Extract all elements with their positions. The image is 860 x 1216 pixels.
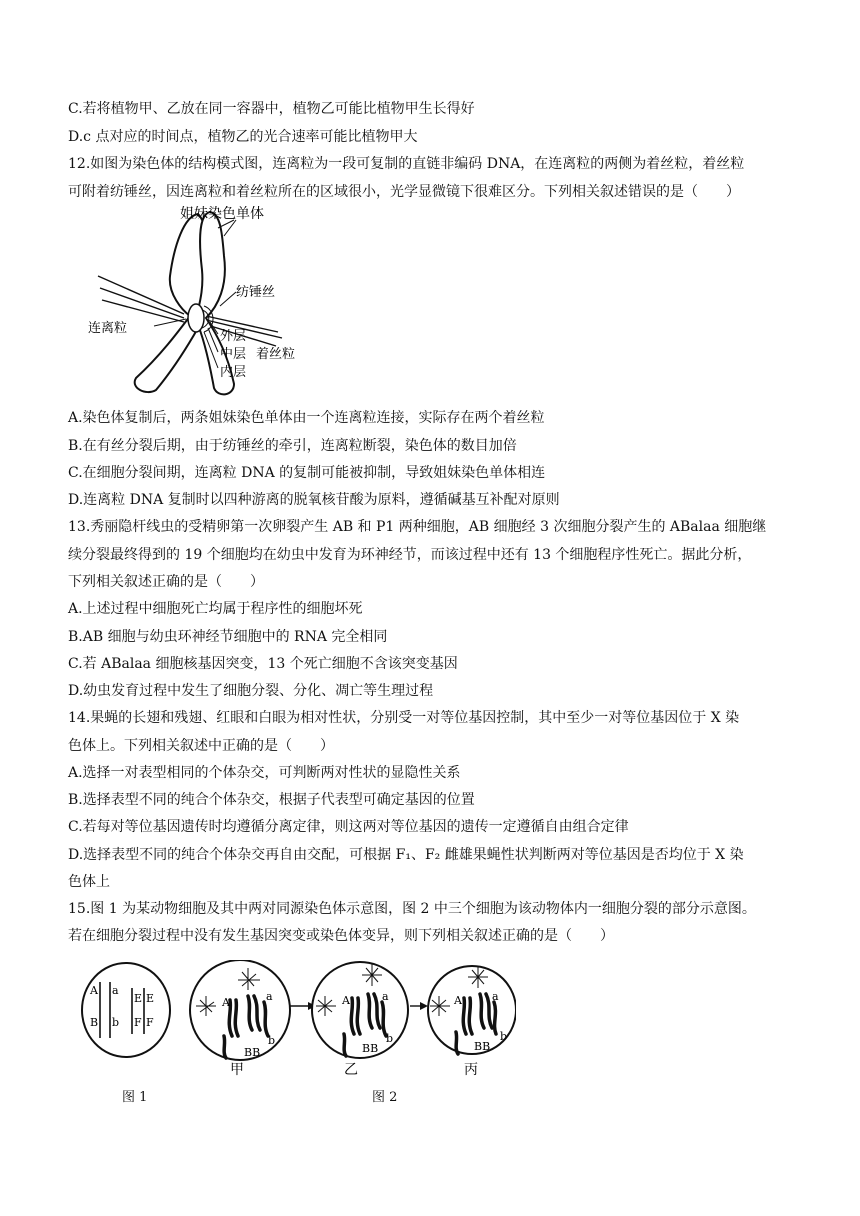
bing-gene-BB: BB — [474, 1040, 491, 1053]
yi-label: 乙 — [344, 1062, 358, 1078]
option-14A: A.选择一对表型相同的个体杂交，可判断两对性状的显隐性关系 — [68, 765, 461, 781]
question-12-stem-1: 12.如图为染色体的结构模式图，连离粒为一段可复制的直链非编码 DNA，在连离粒的两侧为着丝粒，着丝粒 — [68, 156, 745, 172]
cell-bing — [428, 966, 516, 1078]
jia-label: 甲 — [230, 1062, 244, 1078]
arrow-2-head — [420, 1002, 428, 1010]
jia-gene-BB: BB — [244, 1046, 261, 1059]
option-13A: A.上述过程中细胞死亡均属于程序性的细胞坏死 — [68, 601, 363, 617]
figure-2-caption: 图 2 — [372, 1090, 398, 1105]
jia-gene-a: a — [266, 990, 273, 1003]
chromosome-svg — [86, 206, 316, 402]
label-sister-chromatid: 姐妹染色单体 — [180, 206, 264, 222]
bing-gene-A: A — [454, 994, 462, 1007]
option-12A: A.染色体复制后，两条姐妹染色单体由一个连离粒连接，实际存在两个着丝粒 — [68, 410, 545, 426]
fig1-gene-B: B — [90, 1016, 99, 1029]
yi-gene-b: b — [386, 1032, 394, 1045]
cell-division-figure — [76, 960, 516, 1078]
label-outer: 外层 — [220, 329, 247, 344]
question-13-stem-2: 续分裂最终得到的 19 个细胞均在幼虫中发育为环神经节，而该过程中还有 13 个细胞程序性死亡。据此分析， — [68, 547, 752, 563]
cell-yi — [312, 962, 408, 1078]
option-12D: D.连离粒 DNA 复制时以四种游离的脱氧核苷酸为原料，遵循碱基互补配对原则 — [68, 492, 560, 508]
yi-gene-A: A — [342, 994, 350, 1007]
fig1-gene-F2: F — [146, 1016, 154, 1029]
label-middle: 中层 — [220, 347, 247, 362]
jia-gene-A: A — [222, 996, 230, 1009]
option-11C: C.若将植物甲、乙放在同一容器中，植物乙可能比植物甲生长得好 — [68, 101, 475, 117]
bing-gene-a: a — [492, 990, 499, 1003]
option-12B: B.在有丝分裂后期，由于纺锤丝的牵引，连离粒断裂，染色体的数目加倍 — [68, 438, 517, 454]
option-14D-line-1: D.选择表型不同的纯合个体杂交再自由交配，可根据 F₁、F₂ 雌雄果蝇性状判断两对等位基因是否均位于 X 染 — [68, 847, 744, 863]
option-13D: D.幼虫发育过程中发生了细胞分裂、分化、凋亡等生理过程 — [68, 683, 434, 699]
question-12-stem-2: 可附着纺锤丝，因连离粒和着丝粒所在的区域很小，光学显微镜下很难区分。下列相关叙述错误的是（ ） — [68, 184, 740, 200]
fig1-gene-E1: E — [134, 992, 143, 1005]
label-inner: 内层 — [220, 365, 247, 380]
option-14C: C.若每对等位基因遗传时均遵循分离定律，则这两对等位基因的遗传一定遵循自由组合定律 — [68, 819, 629, 835]
label-centromere-link: 连离粒 — [88, 321, 128, 336]
fig1-gene-A: A — [90, 984, 98, 997]
label-kinetochore: 着丝粒 — [256, 347, 296, 362]
question-13-stem-3: 下列相关叙述正确的是（ ） — [68, 574, 264, 590]
option-12C: C.在细胞分裂间期，连离粒 DNA 的复制可能被抑制，导致姐妹染色单体相连 — [68, 465, 546, 481]
option-14B: B.选择表型不同的纯合个体杂交，根据子代表型可确定基因的位置 — [68, 792, 475, 808]
yi-gene-a: a — [382, 990, 389, 1003]
bing-gene-b: b — [500, 1030, 508, 1043]
question-15-stem-1: 15.图 1 为某动物细胞及其中两对同源染色体示意图，图 2 中三个细胞为该动物体内一细胞分裂的部分示意图。 — [68, 901, 756, 917]
option-13B: B.AB 细胞与幼虫环神经节细胞中的 RNA 完全相同 — [68, 629, 388, 645]
chromosome-diagram — [86, 206, 316, 402]
fig1-gene-b: b — [112, 1016, 120, 1029]
figure-1-caption: 图 1 — [122, 1090, 148, 1105]
option-14D-line-2: 色体上 — [68, 874, 110, 890]
option-11D: D.c 点对应的时间点，植物乙的光合速率可能比植物甲大 — [68, 129, 418, 145]
question-14-stem-1: 14.果蝇的长翅和残翅、红眼和白眼为相对性状，分别受一对等位基因控制，其中至少一对等位基因位于 X 染 — [68, 710, 740, 726]
cell-jia — [190, 960, 290, 1078]
fig1-gene-F1: F — [134, 1016, 142, 1029]
fig1-gene-a: a — [112, 984, 119, 997]
question-15-stem-2: 若在细胞分裂过程中没有发生基因突变或染色体变异，则下列相关叙述正确的是（ ） — [68, 928, 614, 944]
bing-label: 丙 — [464, 1062, 478, 1078]
fig1-cell — [82, 963, 170, 1057]
jia-gene-b: b — [268, 1034, 276, 1047]
label-spindle-fiber: 纺锤丝 — [236, 285, 276, 300]
question-14-stem-2: 色体上。下列相关叙述中正确的是（ ） — [68, 738, 334, 754]
question-13-stem-1: 13.秀丽隐杆线虫的受精卵第一次卵裂产生 AB 和 P1 两种细胞，AB 细胞经 3 次细胞分裂产生的 ABalaa 细胞继 — [68, 519, 767, 535]
option-13C: C.若 ABalaa 细胞核基因突变，13 个死亡细胞不含该突变基因 — [68, 656, 458, 672]
cell-division-svg — [76, 960, 516, 1078]
fig1-gene-E2: E — [146, 992, 155, 1005]
yi-gene-BB: BB — [362, 1042, 379, 1055]
